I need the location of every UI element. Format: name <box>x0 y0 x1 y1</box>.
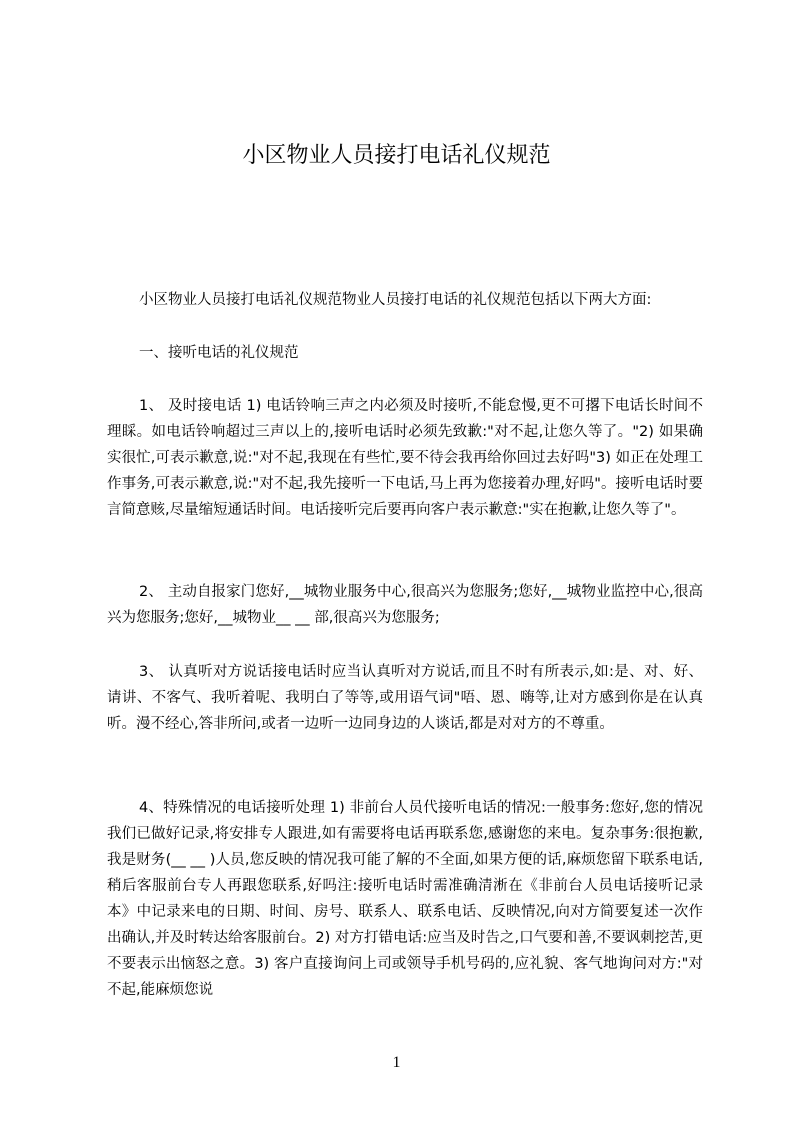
intro-paragraph: 小区物业人员接打电话礼仪规范物业人员接打电话的礼仪规范包括以下两大方面: <box>139 292 652 308</box>
paragraph-special-cases: 4、特殊情况的电话接听处理 1) 非前台人员代接听电话的情况:一般事务:您好,您的情况我们已做好记录,将安排专人跟进,如有需要将电话再联系您,感谢您的来电。复杂事务:很抱歉,我是财务(__ __ )人员,您反映的情况我可能了解的不全面,如果方便的话,麻烦您留下联系电话,稍后客服前台专人再跟您联系,好吗注:接听电话时需准确清淅在《非前台人员电话接听记录本》中记录来电的日期、时间、房号、联系人、联系电话、反映情况,向对方简要复述一次作出确认,并及时转达给客服前台。2) 对方打错电话:应当及时告之,口气要和善,不要讽刺挖苦,更不要表示出恼怒之意。3) 客户直接询问上司或领导手机号码的,应礼貌、客气地询问对方:"对不起,能麻烦您说 <box>107 800 703 998</box>
document-title: 小区物业人员接打电话礼仪规范 <box>242 143 551 168</box>
paragraph-listen-carefully: 3、 认真听对方说话接电话时应当认真听对方说话,而且不时有所表示,如:是、对、好、请讲、不客气、我听着呢、我明白了等等,或用语气词"唔、恩、嗨等,让对方感到你是在认真听。漫不经心,答非所问,或者一边听一边同身边的人谈话,都是对对方的不尊重。 <box>107 664 703 732</box>
paragraph-answer-promptly: 1、 及时接电话 1) 电话铃响三声之内必须及时接听,不能怠慢,更不可撂下电话长时间不理睬。如电话铃响超过三声以上的,接听电话时必须先致歉:"对不起,让您久等了。"2) 如果确实很忙,可表示歉意,说:"对不起,我现在有些忙,要不待会我再给你回过去好吗"3) 如正在处理工作事务,可表示歉意,说:"对不起,我先接听一下电话,马上再为您接着办理,好吗"。接听电话时要言简意赅,尽量缩短通话时间。电话接听完后要再向客户表示歉意:"实在抱歉,让您久等了"。 <box>107 398 703 518</box>
page-number: 1 <box>392 1054 401 1071</box>
section-heading: 一、接听电话的礼仪规范 <box>139 345 299 361</box>
paragraph-self-introduction: 2、 主动自报家门您好,__城物业服务中心,很高兴为您服务;您好,__城物业监控中心,很高兴为您服务;您好,__城物业__ __ 部,很高兴为您服务; <box>107 584 703 626</box>
